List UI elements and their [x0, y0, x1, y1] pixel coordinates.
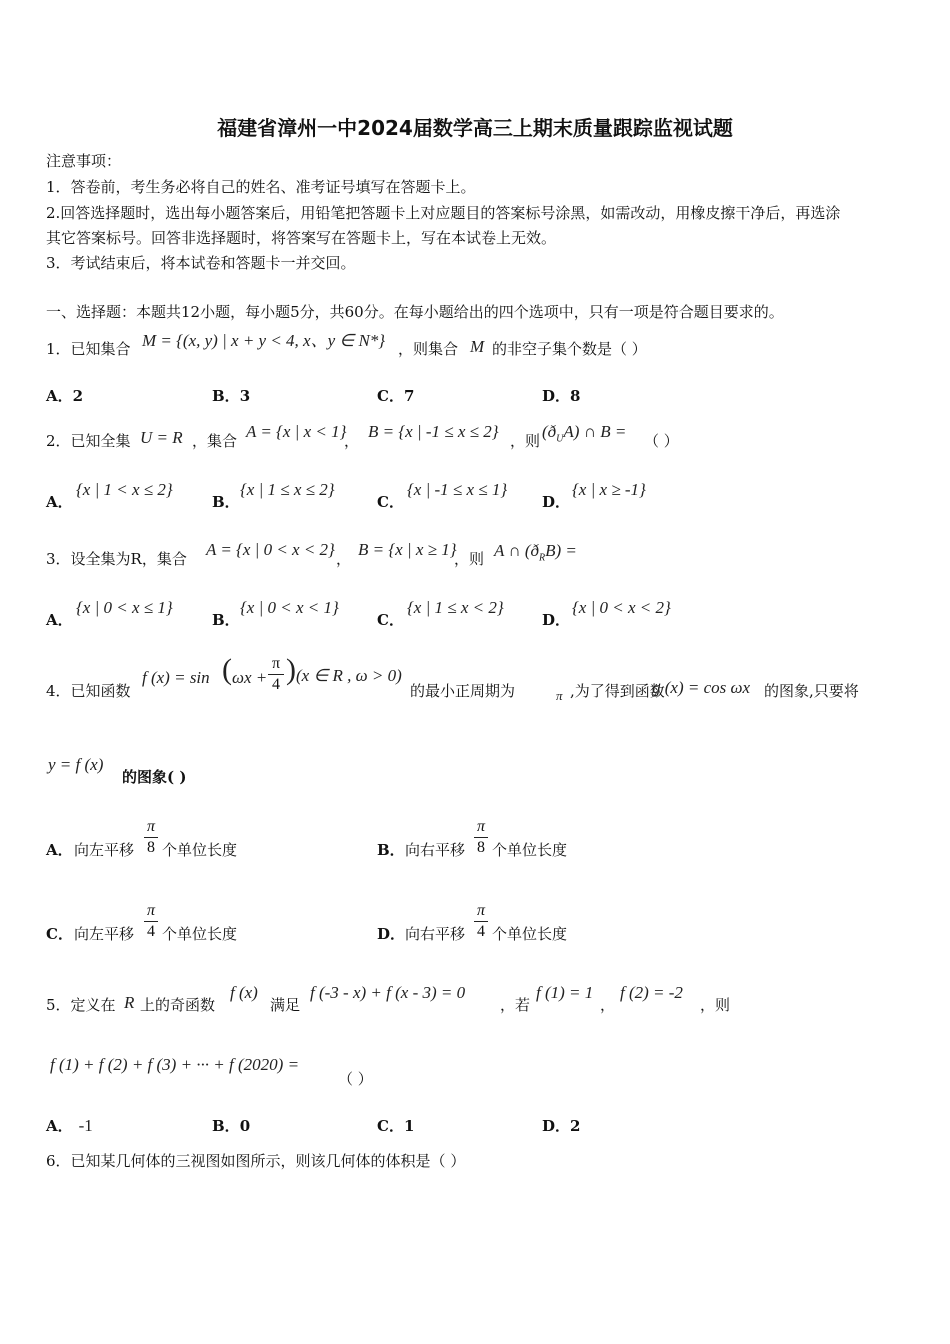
q5-option-b: B．0: [212, 1117, 251, 1135]
q4-prefix: 4．已知函数: [46, 682, 131, 700]
page-title: 福建省漳州一中2024届数学高三上期末质量跟踪监视试题: [217, 116, 733, 140]
q5-paren: （ ）: [338, 1070, 373, 1088]
q5-option-d: D．2: [542, 1117, 581, 1135]
q1-suffix-b: 的非空子集个数是（ ）: [492, 340, 647, 358]
q3-set-b: B = {x | x ≥ 1}: [358, 540, 457, 559]
q5-comma: ，: [600, 996, 616, 1014]
q4-mid2: ,为了得到函数: [570, 682, 665, 700]
q2-set-b: B = {x | -1 ≤ x ≤ 2}: [368, 422, 499, 441]
q2-universe: U = R: [140, 428, 183, 447]
q1-suffix-a: ，则集合: [398, 340, 459, 358]
q4-line2-text: 的图象( ): [122, 768, 187, 786]
q5-mid1: 上的奇函数: [140, 996, 216, 1014]
q2-expression: $(ð_UA)$ ∩ B =: [542, 422, 627, 445]
notice-item-2-cont: 其它答案标号。回答非选择题时，将答案写在答题卡上，写在本试卷上无效。: [46, 229, 557, 247]
q5-sum: f (1) + f (2) + f (3) + ··· + f (2020) =: [50, 1055, 300, 1074]
q5-fx: f (x): [230, 983, 258, 1002]
q4-fraction: π 4: [268, 655, 284, 694]
q1-formula: M = {(x, y) | x + y < 4, x、y ∈ N*}: [142, 331, 386, 350]
q5-end: ，则: [700, 996, 731, 1014]
q4-mid: 的最小正周期为: [410, 682, 516, 700]
q2-set-a: A = {x | x < 1}: [246, 422, 347, 441]
q5-prefix: 5．定义在: [46, 996, 116, 1014]
q5-condition: f (-3 - x) + f (x - 3) = 0: [310, 983, 466, 1002]
q4-end: 的图象,只要将: [764, 682, 859, 700]
q5-r: R: [124, 993, 135, 1012]
q5-mid3: ，若: [500, 996, 531, 1014]
q3-comma: ，: [336, 550, 352, 568]
q1-option-a: A．2: [46, 387, 84, 405]
q5-option-a: A． -1: [46, 1116, 93, 1135]
q1-option-c: C．7: [377, 387, 415, 405]
notice-item-3: 3．考试结束后，将本试卷和答题卡一并交回。: [46, 254, 356, 272]
q2-comma: ，: [344, 432, 360, 450]
q1-option-b: B．3: [212, 387, 251, 405]
q3-expression: A ∩ $(ð_RB)$ =: [494, 541, 577, 564]
q3-prefix: 3．设全集为R，集合: [46, 550, 187, 568]
q4-g-function: g (x) = cos ωx: [652, 678, 751, 697]
q4-f-left: f (x) = sin: [142, 668, 210, 687]
q2-paren: （ ）: [644, 432, 679, 450]
q3-mid: ，则: [454, 550, 485, 568]
q4-paren-open: (: [222, 653, 232, 686]
notice-item-1: 1．答卷前，考生务必将自己的姓名、准考证号填写在答题卡上。: [46, 178, 476, 196]
q2-mid2: ，则: [510, 432, 541, 450]
q3-set-a: A = {x | 0 < x < 2}: [206, 540, 335, 559]
notice-heading: 注意事项：: [46, 152, 122, 170]
q4-y-expr: y = f (x): [48, 755, 104, 774]
q1-prefix: 1．已知集合: [46, 340, 131, 358]
q4-condition: (x ∈ R , ω > 0): [296, 666, 402, 685]
q4-pi: π: [556, 688, 563, 703]
q2-prefix: 2．已知全集: [46, 432, 131, 450]
question-6: 6．已知某几何体的三视图如图所示，则该几何体的体积是（ ）: [46, 1152, 466, 1170]
q1-var: M: [470, 337, 485, 356]
q4-f-inner: ωx +: [232, 668, 268, 687]
q5-f2: f (2) = -2: [620, 983, 683, 1002]
notice-item-2: 2.回答选择题时，选出每小题答案后，用铅笔把答题卡上对应题目的答案标号涂黑，如需改动，用橡皮擦干净后，再选涂: [46, 204, 841, 222]
q5-mid2: 满足: [270, 996, 301, 1014]
q2-mid1: ，集合: [192, 432, 238, 450]
q5-option-c: C．1: [377, 1117, 415, 1135]
q1-option-d: D．8: [542, 387, 581, 405]
section-heading: 一、选择题：本题共12小题，每小题5分，共60分。在每小题给出的四个选项中，只有一项是符合题目要求的。: [46, 303, 784, 321]
q5-f1: f (1) = 1: [536, 983, 594, 1002]
q4-paren-close: ): [286, 653, 296, 686]
